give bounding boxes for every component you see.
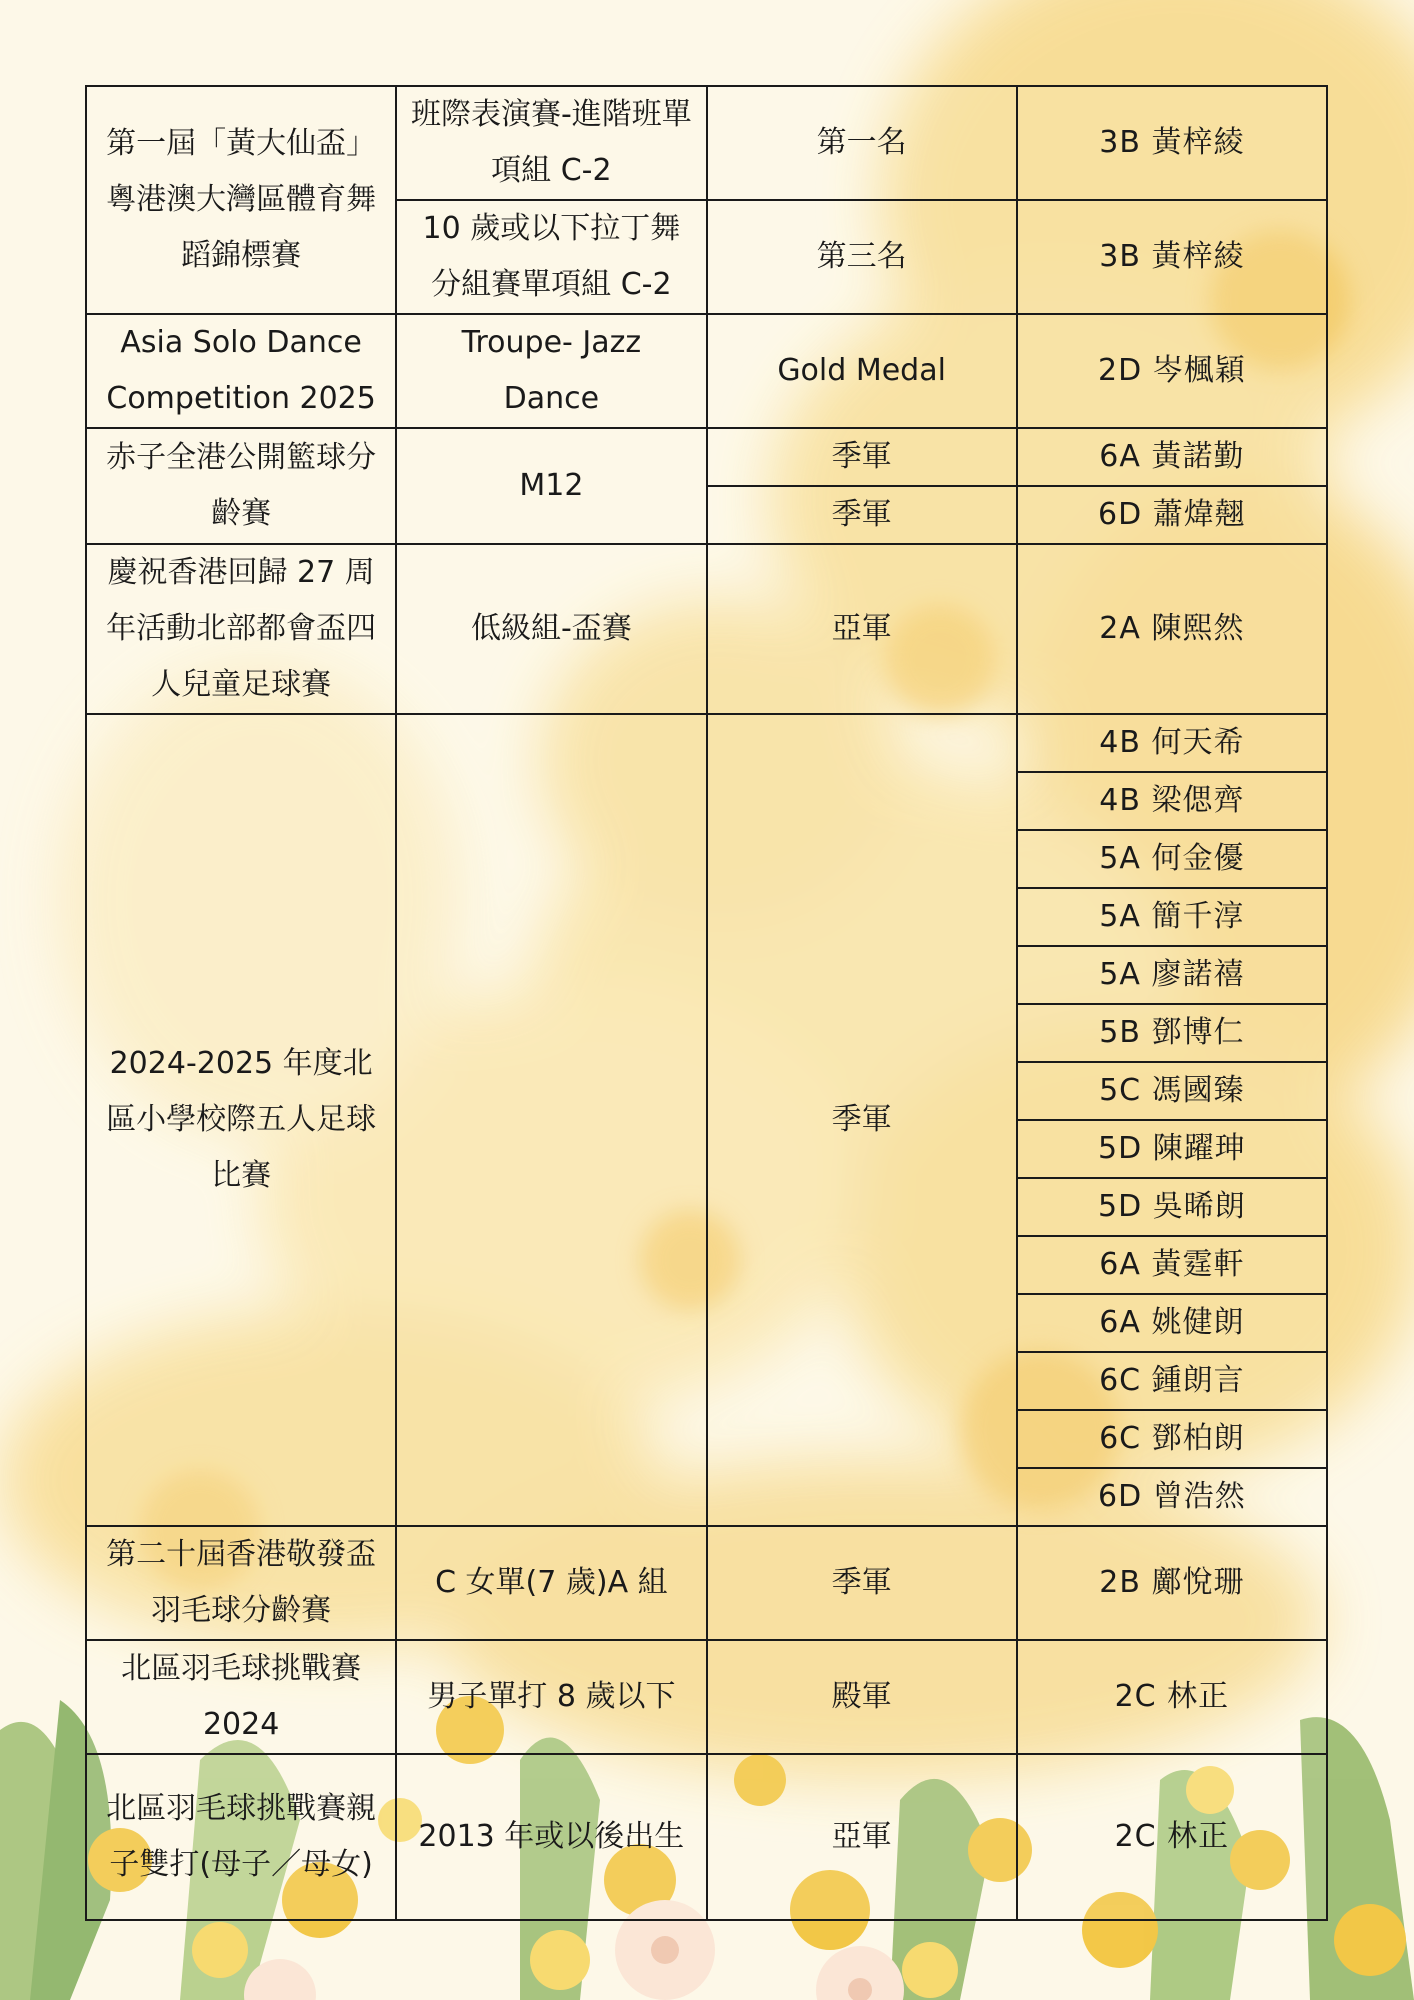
student-cell: 4B 何天希 [1017, 714, 1327, 772]
award-cell: 亞軍 [707, 544, 1017, 714]
table-row [86, 1640, 1327, 1754]
competition-cell: 北區羽毛球挑戰賽 2024 [86, 1640, 396, 1754]
table-row [86, 314, 1327, 428]
awards-table [85, 85, 1328, 1921]
student-cell: 5D 吳晞朗 [1017, 1178, 1327, 1236]
table-row [86, 1754, 1327, 1920]
student-cell: 5A 何金優 [1017, 830, 1327, 888]
category-cell: 2013 年或以後出生 [396, 1754, 706, 1920]
student-cell: 2D 岑楓穎 [1017, 314, 1327, 428]
table-row [86, 86, 1327, 200]
table-row [86, 714, 1327, 772]
table-row [86, 544, 1327, 714]
competition-cell: 北區羽毛球挑戰賽親子雙打(母子／母女) [86, 1754, 396, 1920]
student-cell: 6A 黃霆軒 [1017, 1236, 1327, 1294]
student-cell: 6C 鍾朗言 [1017, 1352, 1327, 1410]
competition-cell: 第一屆「黃大仙盃」 粵港澳大灣區體育舞蹈錦標賽 [86, 86, 396, 314]
student-cell: 6D 蕭煒翹 [1017, 486, 1327, 544]
category-cell: C 女單(7 歲)A 組 [396, 1526, 706, 1640]
student-cell: 5B 鄧博仁 [1017, 1004, 1327, 1062]
competition-cell: 第二十屆香港敬發盃羽毛球分齡賽 [86, 1526, 396, 1640]
category-cell: 低級組-盃賽 [396, 544, 706, 714]
student-cell: 6A 黃諾勤 [1017, 428, 1327, 486]
award-cell: 第三名 [707, 200, 1017, 314]
award-cell: 季軍 [707, 1526, 1017, 1640]
table-row [86, 428, 1327, 486]
student-cell: 5A 簡千淳 [1017, 888, 1327, 946]
award-cell: 季軍 [707, 486, 1017, 544]
competition-cell: 2024-2025 年度北區小學校際五人足球比賽 [86, 714, 396, 1526]
category-cell: Troupe- Jazz Dance [396, 314, 706, 428]
competition-cell: Asia Solo Dance Competition 2025 [86, 314, 396, 428]
student-cell: 3B 黃梓綾 [1017, 86, 1327, 200]
student-cell: 6C 鄧柏朗 [1017, 1410, 1327, 1468]
student-cell: 5D 陳躍珅 [1017, 1120, 1327, 1178]
competition-cell: 慶祝香港回歸 27 周年活動北部都會盃四人兒童足球賽 [86, 544, 396, 714]
student-cell: 2C 林正 [1017, 1640, 1327, 1754]
award-cell: 亞軍 [707, 1754, 1017, 1920]
award-cell: 季軍 [707, 428, 1017, 486]
student-cell: 6D 曾浩然 [1017, 1468, 1327, 1526]
student-cell: 3B 黃梓綾 [1017, 200, 1327, 314]
category-cell: M12 [396, 428, 706, 544]
award-cell: 第一名 [707, 86, 1017, 200]
student-cell: 2B 鄺悅珊 [1017, 1526, 1327, 1640]
student-cell: 2A 陳熙然 [1017, 544, 1327, 714]
student-cell: 4B 梁偲齊 [1017, 772, 1327, 830]
award-cell: 殿軍 [707, 1640, 1017, 1754]
student-cell: 5C 馮國臻 [1017, 1062, 1327, 1120]
student-cell: 2C 林正 [1017, 1754, 1327, 1920]
table-row [86, 1526, 1327, 1640]
category-cell [396, 714, 706, 1526]
competition-cell: 赤子全港公開籃球分齡賽 [86, 428, 396, 544]
award-cell: 季軍 [707, 714, 1017, 1526]
category-cell: 班際表演賽-進階班單項組 C-2 [396, 86, 706, 200]
category-cell: 男子單打 8 歲以下 [396, 1640, 706, 1754]
student-cell: 6A 姚健朗 [1017, 1294, 1327, 1352]
student-cell: 5A 廖諾禧 [1017, 946, 1327, 1004]
award-cell: Gold Medal [707, 314, 1017, 428]
category-cell: 10 歲或以下拉丁舞分組賽單項組 C-2 [396, 200, 706, 314]
